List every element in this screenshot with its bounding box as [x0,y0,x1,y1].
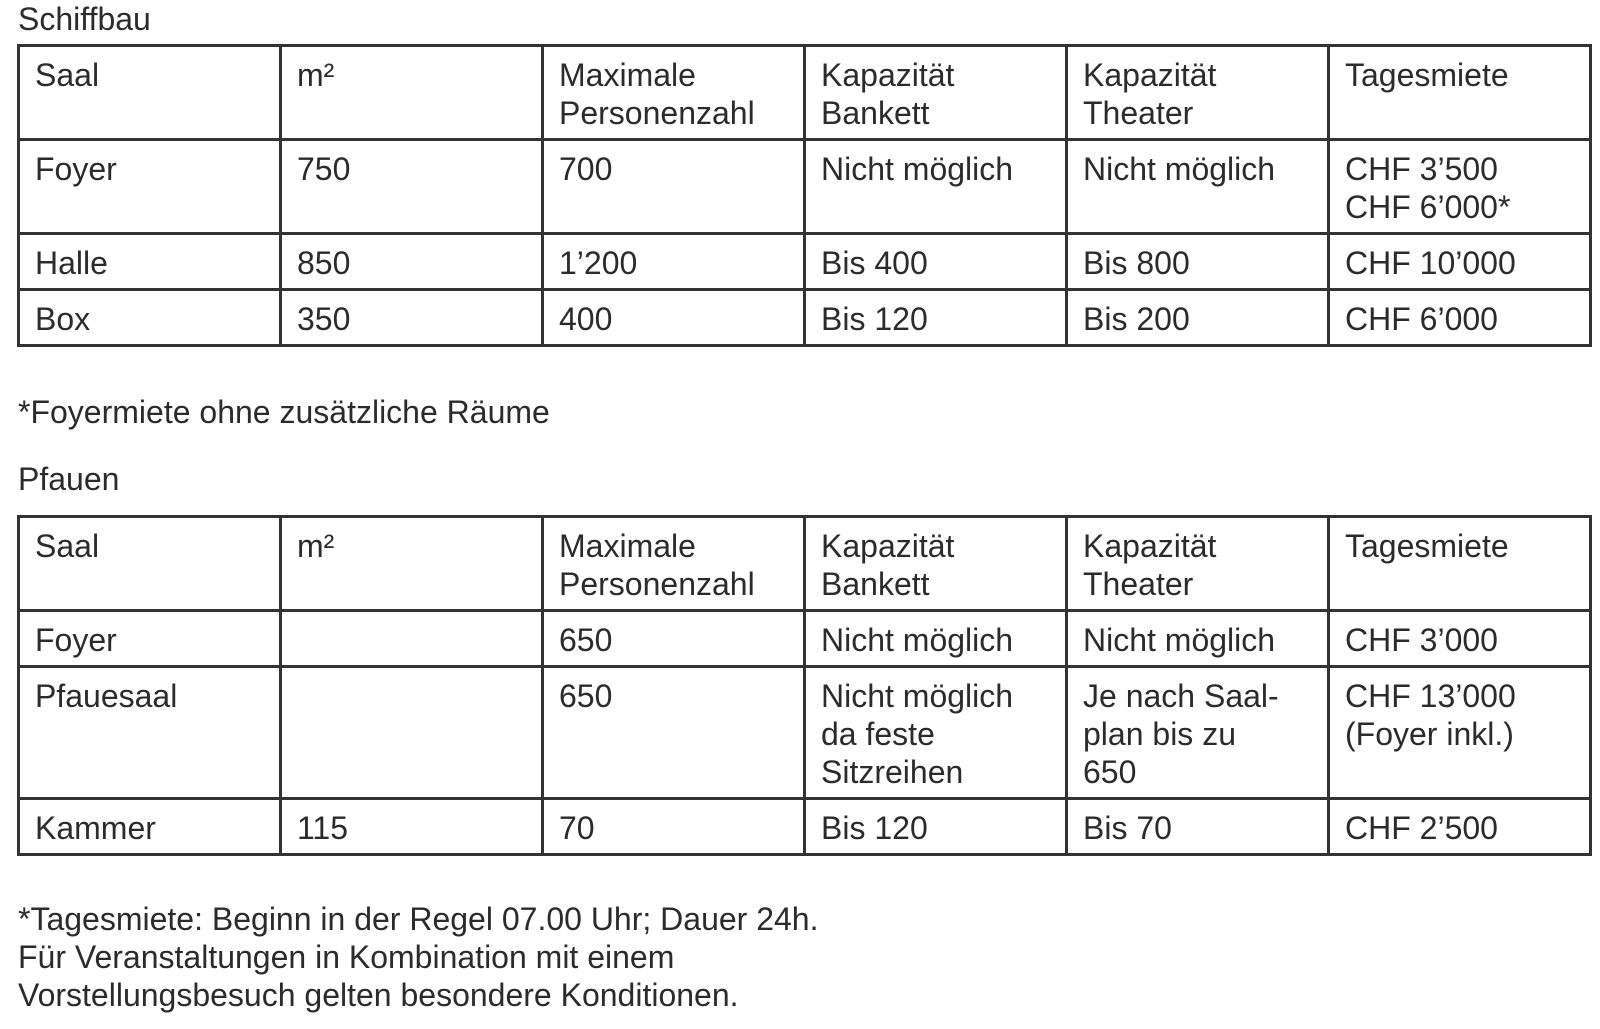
table-row [19,140,1591,234]
column-header-max-persons: Maximale Personenzahl [543,46,805,140]
section-title-schiffbau: Schiffbau [18,1,151,37]
cell-capacity-banquet: Bis 120 [805,799,1067,855]
table-row [19,667,1591,799]
footnote-pfauen [18,900,818,1014]
cell-saal: Foyer [19,611,281,667]
column-header-daily-rent: Tagesmiete [1329,517,1591,611]
cell-capacity-theater: Bis 200 [1067,290,1329,346]
cell-capacity-theater: Bis 70 [1067,799,1329,855]
footnote-line: Vorstellungsbesuch gelten besondere Konditionen. [18,977,739,1013]
cell-capacity-banquet: Bis 120 [805,290,1067,346]
cell-area [281,611,543,667]
cell-saal: Halle [19,234,281,290]
column-header-daily-rent: Tagesmiete [1329,46,1591,140]
table-header-row [19,46,1591,140]
cell-max-persons: 1’200 [543,234,805,290]
column-header-capacity-banquet: Kapazität Bankett [805,46,1067,140]
table-row [19,611,1591,667]
table-row [19,234,1591,290]
cell-capacity-theater: Nicht möglich [1067,140,1329,234]
column-header-area: m² [281,46,543,140]
schiffbau-rates-table [17,44,1592,347]
cell-area: 850 [281,234,543,290]
cell-capacity-banquet: Nicht möglich [805,140,1067,234]
pfauen-rates-table [17,515,1592,856]
cell-max-persons: 400 [543,290,805,346]
cell-daily-rent: CHF 13’000 (Foyer inkl.) [1329,667,1591,799]
footnote-line: Für Veranstaltungen in Kombination mit einem [18,939,675,975]
cell-area [281,667,543,799]
cell-daily-rent: CHF 6’000 [1329,290,1591,346]
cell-max-persons: 650 [543,611,805,667]
column-header-max-persons: Maximale Personenzahl [543,517,805,611]
cell-max-persons: 650 [543,667,805,799]
cell-area: 750 [281,140,543,234]
cell-capacity-theater: Bis 800 [1067,234,1329,290]
cell-max-persons: 700 [543,140,805,234]
cell-max-persons: 70 [543,799,805,855]
column-header-capacity-theater: Kapazität Theater [1067,517,1329,611]
footnote-schiffbau: *Foyermiete ohne zusätzliche Räume [18,394,550,430]
column-header-saal: Saal [19,46,281,140]
cell-capacity-banquet: Nicht möglich da feste Sitzreihen [805,667,1067,799]
table-header-row [19,517,1591,611]
cell-daily-rent: CHF 3’000 [1329,611,1591,667]
column-header-saal: Saal [19,517,281,611]
cell-saal: Foyer [19,140,281,234]
cell-capacity-theater: Je nach Saal- plan bis zu 650 [1067,667,1329,799]
column-header-capacity-theater: Kapazität Theater [1067,46,1329,140]
column-header-area: m² [281,517,543,611]
table-row [19,290,1591,346]
cell-saal: Box [19,290,281,346]
cell-saal: Pfauesaal [19,667,281,799]
cell-daily-rent: CHF 3’500 CHF 6’000* [1329,140,1591,234]
cell-daily-rent: CHF 2’500 [1329,799,1591,855]
cell-area: 115 [281,799,543,855]
cell-capacity-banquet: Nicht möglich [805,611,1067,667]
column-header-capacity-banquet: Kapazität Bankett [805,517,1067,611]
cell-capacity-banquet: Bis 400 [805,234,1067,290]
cell-daily-rent: CHF 10’000 [1329,234,1591,290]
section-title-pfauen: Pfauen [18,461,120,497]
cell-saal: Kammer [19,799,281,855]
cell-capacity-theater: Nicht möglich [1067,611,1329,667]
table-row [19,799,1591,855]
cell-area: 350 [281,290,543,346]
footnote-line: *Tagesmiete: Beginn in der Regel 07.00 Uhr; Dauer 24h. [18,901,819,937]
